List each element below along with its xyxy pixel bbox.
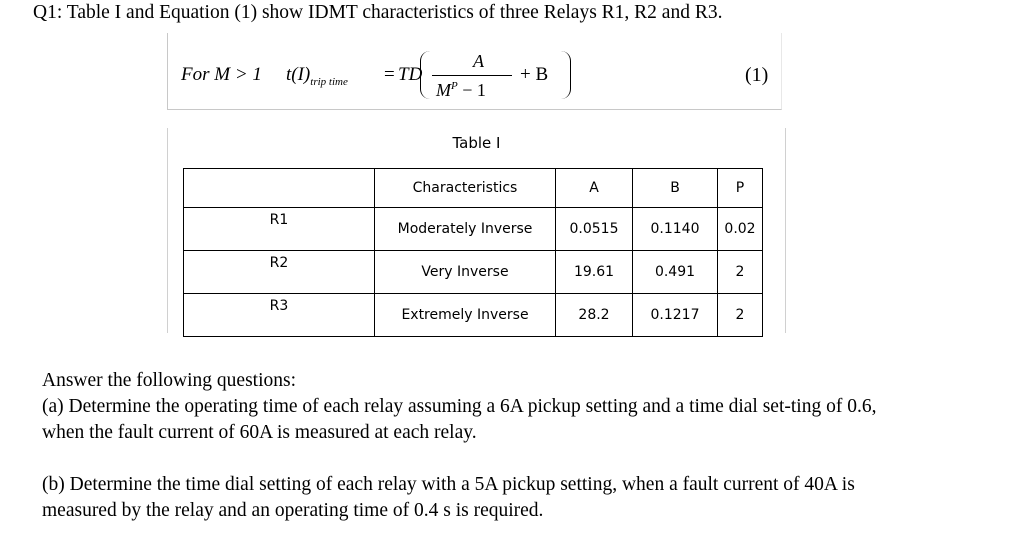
table-cell: 0.02 [718, 208, 763, 251]
equation-equals: = [384, 64, 395, 85]
table-cell: R2 [184, 251, 375, 294]
equation-lhs-subscript: trip time [310, 75, 348, 88]
table-cell: 28.2 [556, 294, 633, 337]
equation-td: TD [398, 64, 423, 85]
table-header-cell: B [633, 169, 718, 208]
equation-lhs: $t(I)_{trip time}$ [286, 64, 348, 88]
right-paren [558, 51, 571, 99]
table-cell: R1 [184, 208, 375, 251]
equation-box [167, 33, 782, 110]
table-caption: Table I [452, 134, 501, 152]
table-cell: 0.1140 [633, 208, 718, 251]
table-cell: 2 [718, 294, 763, 337]
table-row [184, 294, 763, 337]
table-row [184, 208, 763, 251]
table-header-cell [184, 169, 375, 208]
equation-condition: For M > 1 [181, 64, 262, 85]
table-header-cell: Characteristics [375, 169, 556, 208]
table-header-row [184, 169, 763, 208]
equation-numerator: A [473, 51, 484, 71]
equation-plus-b: + B [520, 64, 549, 85]
table-cell: Extremely Inverse [375, 294, 556, 337]
question-a: (a) Determine the operating time of each relay assuming a 6A pickup setting and a time dial set-ting of 0.6, when the fault current of 60A is measured at each relay. [42, 396, 877, 443]
equation-number: (1) [745, 64, 769, 86]
table-cell: Very Inverse [375, 251, 556, 294]
table-header-cell: A [556, 169, 633, 208]
table-cell: 0.491 [633, 251, 718, 294]
answer-intro: Answer the following questions: [42, 370, 297, 391]
table-section [167, 128, 786, 333]
question-title: Q1: Table I and Equation (1) show IDMT characteristics of three Relays R1, R2 and R3. [33, 2, 723, 23]
table-cell: 0.0515 [556, 208, 633, 251]
table-cell: Moderately Inverse [375, 208, 556, 251]
fraction-bar [432, 75, 512, 76]
table-header-cell: P [718, 169, 763, 208]
question-b: (b) Determine the time dial setting of each relay with a 5A pickup setting, when a fault current of 40A is measured by the relay and an operating time of 0.4 s is required. [42, 474, 855, 521]
table-cell: R3 [184, 294, 375, 337]
table-cell: 19.61 [556, 251, 633, 294]
table-cell: 0.1217 [633, 294, 718, 337]
relay-table [183, 168, 763, 337]
table-cell: 2 [718, 251, 763, 294]
equation-denominator: $M^P - 1$ [436, 80, 486, 100]
table-row [184, 251, 763, 294]
